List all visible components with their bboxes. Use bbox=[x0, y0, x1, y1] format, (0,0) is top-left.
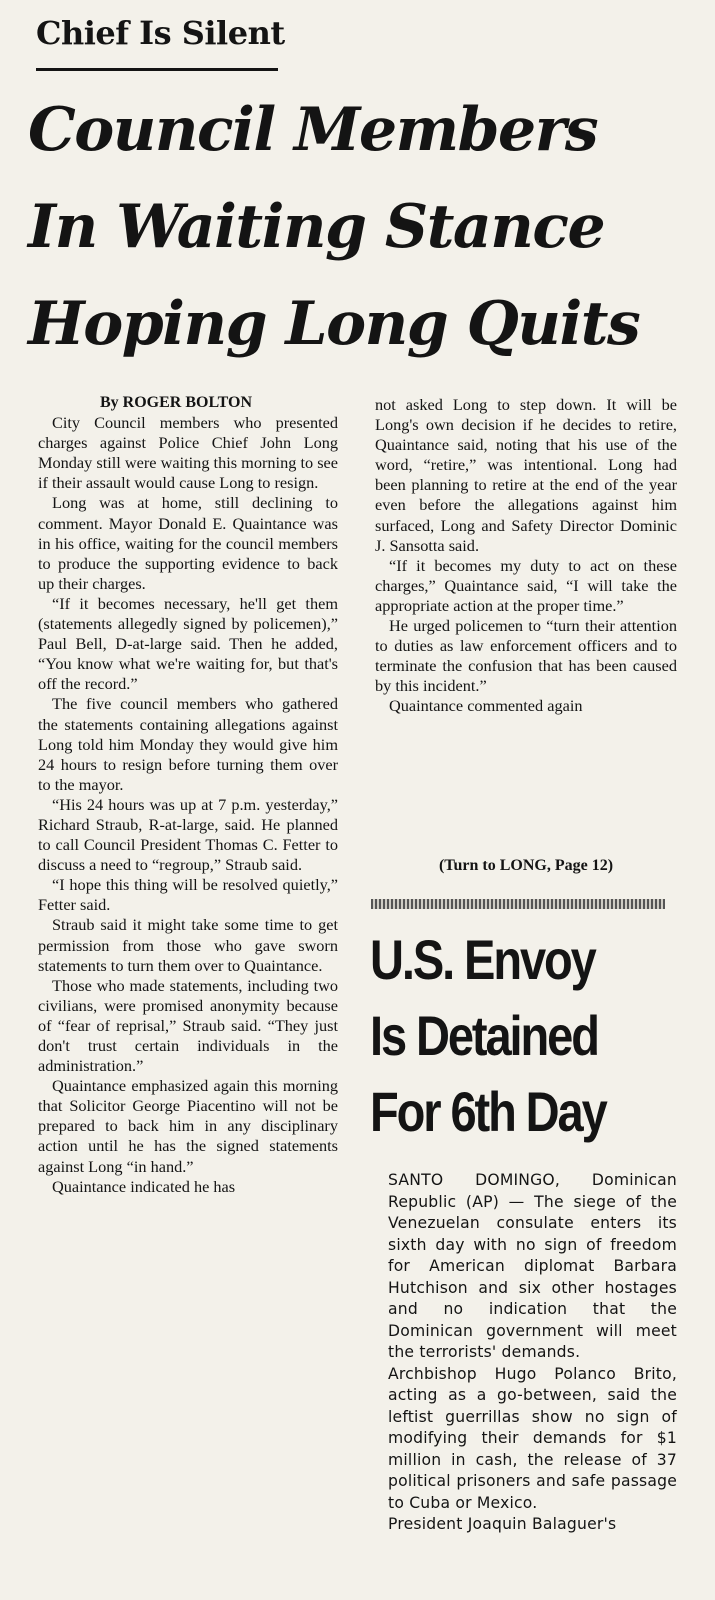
second-headline bbox=[370, 922, 639, 1150]
paragraph: SANTO DOMINGO, Dominican Republic (AP) — The siege of the Venezuelan consulate enters its sixth day with no sign of freedom for American diplomat Barbara Hutchison and six other hostages and no indication that the Dominican government will meet the terrorists' demands. bbox=[388, 1171, 677, 1361]
kicker-rule bbox=[36, 68, 278, 71]
paragraph: Quaintance indicated he has bbox=[52, 1176, 236, 1196]
paragraph: Quaintance commented again bbox=[389, 696, 583, 716]
section-divider bbox=[371, 899, 665, 909]
paragraph: Quaintance emphasized again this morning that Solicitor George Piacentino will not be prepared to back him in any disciplinary action until he has the signed statements against Long “in hand.” bbox=[38, 1076, 338, 1176]
story-column-right bbox=[375, 395, 677, 717]
paragraph: “I hope this thing will be resolved quietly,” Fetter said. bbox=[38, 875, 338, 915]
second-headline-line: U.S. Envoy bbox=[370, 928, 595, 991]
paragraph: Straub said it might take some time to get permission from those who gave sworn statements to turn them over to Quaintance. bbox=[38, 915, 338, 975]
paragraph: Archbishop Hugo Polanco Brito, acting as a go-between, said the leftist guerrillas show no sign of modifying their demands for $1 million in cash, the release of 37 political prisoners and safe passage to Cuba or Mexico. bbox=[388, 1364, 677, 1512]
jump-line: (Turn to LONG, Page 12) bbox=[438, 857, 614, 874]
main-headline-line: Hoping Long Quits bbox=[28, 289, 640, 359]
paragraph: The five council members who gathered the statements containing allegations against Long told him Monday they would give him 24 hours to resign before turning them over to the mayor. bbox=[38, 694, 338, 794]
kicker-heading: Chief Is Silent bbox=[36, 14, 285, 52]
paragraph: “If it becomes my duty to act on these charges,” Quaintance said, “I will take the appropriate action at the proper time.” bbox=[375, 555, 677, 615]
paragraph: President Joaquin Balaguer's bbox=[388, 1515, 617, 1533]
main-headline bbox=[28, 82, 700, 373]
story2-column bbox=[388, 1170, 677, 1536]
paragraph: City Council members who presented charges against Police Chief John Long Monday still were waiting this morning to see if their assault would cause Long to resign. bbox=[38, 413, 338, 493]
paragraph: “If it becomes necessary, he'll get them (statements allegedly signed by policemen),” Paul Bell, D-at-large said. Then he added, “You know what we're waiting for, but that's off the record.” bbox=[38, 593, 338, 694]
second-headline-line: For 6th Day bbox=[370, 1080, 606, 1143]
paragraph: He urged policemen to “turn their attention to duties as law enforcement officers and to terminate the confusion that has been caused by this incident.” bbox=[375, 616, 677, 696]
second-headline-line: Is Detained bbox=[370, 1004, 598, 1067]
paragraph: not asked Long to step down. It will be Long's own decision if he decides to retire, Quaintance said, noting that his use of the word, “retire,” was intentional. Long had been planning to retire at the end of the year even before the allegations against him surfaced, Long and Safety Director Dominic J. Sansotta said. bbox=[375, 395, 677, 555]
paragraph: Long was at home, still declining to comment. Mayor Donald E. Quaintance was in his office, waiting for the council members to produce the supporting evidence to back up their charges. bbox=[38, 493, 338, 593]
story-column-left bbox=[38, 393, 338, 1197]
main-headline-line: Council Members bbox=[28, 95, 598, 165]
paragraph: “His 24 hours was up at 7 p.m. yesterday,” Richard Straub, R-at-large, said. He planned to call Council President Thomas C. Fetter to discuss a need to “regroup,” Straub said. bbox=[38, 794, 338, 875]
byline: By ROGER BOLTON bbox=[100, 394, 253, 411]
main-headline-line: In Waiting Stance bbox=[28, 192, 605, 262]
paragraph: Those who made statements, including two civilians, were promised anonymity because of “fear of reprisal,” Straub said. “They just don't trust certain individuals in the administration.” bbox=[38, 975, 338, 1076]
